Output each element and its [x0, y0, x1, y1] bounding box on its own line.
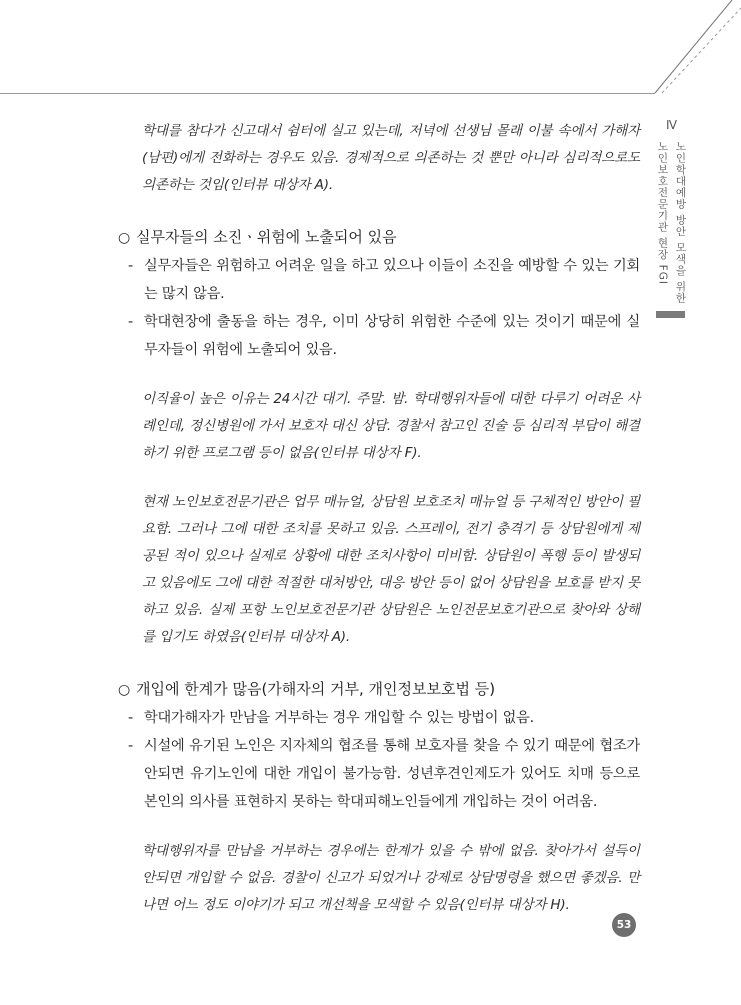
chapter-title-line-2: 노인보호전문기관 현장 FGI: [656, 141, 669, 285]
list-item-text: 학대가해자가 만남을 거부하는 경우 개입할 수 있는 방법이 없음.: [144, 710, 534, 726]
dash-bullet: -: [128, 710, 133, 726]
dash-bullet: -: [128, 258, 133, 274]
list-item: [118, 732, 640, 816]
list-item: [118, 252, 640, 308]
section-heading-text: 실무자들의 소진ㆍ위험에 노출되어 있음: [136, 228, 397, 246]
corner-line-solid: [655, 0, 732, 93]
section-heading-text: 개입에 한계가 많음(가해자의 거부, 개인정보보호법 등): [136, 680, 496, 698]
circle-bullet: ○: [118, 682, 131, 698]
corner-decoration: [640, 0, 741, 94]
dash-bullet: -: [128, 738, 133, 754]
section-heading: [118, 223, 640, 252]
page-number: 53: [612, 913, 636, 937]
circle-bullet: ○: [118, 230, 131, 246]
chapter-side-tab: [650, 118, 694, 318]
interview-quote: 학대행위자를 만남을 거부하는 경우에는 한계가 있을 수 밖에 없음. 찾아가서 설득이 안되면 개입할 수 없음. 경찰이 신고가 되었거나 강제로 상담명령을 했으면 좋겠음. 만나면 어느 정도 이야기가 되고 개선책을 모색할 수 있음(인터뷰 대상자 H).: [142, 843, 640, 913]
chapter-title-line-1: 노인학대예방 방안 모색을 위한: [674, 141, 687, 304]
corner-line-dashed: [662, 8, 741, 93]
chapter-number: Ⅳ: [665, 118, 679, 132]
main-content: [118, 118, 640, 919]
list-item-text: 시설에 유기된 노인은 지자체의 협조를 통해 보호자를 찾을 수 있기 때문에 협조가 안되면 유기노인에 대한 개입이 불가능함. 성년후견인제도가 있어도 치매 등으로 본인의 의사를 표현하지 못하는 학대피해노인들에게 개입하는 것이 어려움.: [144, 738, 640, 810]
list-item: [118, 704, 640, 732]
interview-quote: 현재 노인보호전문기관은 업무 매뉴얼, 상담원 보호조치 매뉴얼 등 구체적인 방안이 필요함. 그러나 그에 대한 조치를 못하고 있음. 스프레이, 전기 충격기 등 상담원에게 제공된 적이 있으나 실제로 상황에 대한 조치사항이 미비함. 상담원이 폭행 등이 발생되고 있음에도 그에 대한 적절한 대처방안, 대응 방안 등이 없어 상담원을 보호를 받지 못하고 있음. 실제 포항 노인보호전문기관 상담원은 노인전문보호기관으로 찾아와 상해를 입기도 하였음(인터뷰 대상자 A).: [142, 494, 640, 645]
list-item-text: 실무자들은 위험하고 어려운 일을 하고 있으나 이들이 소진을 예방할 수 있는 기회는 많지 않음.: [144, 258, 640, 302]
section-heading: [118, 675, 640, 704]
list-item: [118, 308, 640, 364]
header-rule: [0, 93, 655, 94]
chapter-title: [650, 141, 694, 303]
dash-bullet: -: [128, 314, 133, 330]
chapter-tab-bar: [656, 311, 685, 318]
list-item-text: 학대현장에 출동을 하는 경우, 이미 상당히 위험한 수준에 있는 것이기 때문에 실무자들이 위험에 노출되어 있음.: [144, 314, 640, 358]
interview-quote: 학대를 참다가 신고대서 쉼터에 실고 있는데, 저녁에 선생님 몰래 이불 속에서 가해자(남편)에게 전화하는 경우도 있음. 경제적으로 의존하는 것 뿐만 아니라 심리적으로도 의존하는 것임(인터뷰 대상자 A).: [142, 123, 640, 193]
interview-quote: 이직율이 높은 이유는 24시간 대기. 주말. 밤. 학대행위자들에 대한 다루기 어려운 사례인데, 정신병원에 가서 보호자 대신 상담. 경찰서 참고인 진술 등 심리적 부담이 해결하기 위한 프로그램 등이 없음(인터뷰 대상자 F).: [142, 391, 640, 461]
